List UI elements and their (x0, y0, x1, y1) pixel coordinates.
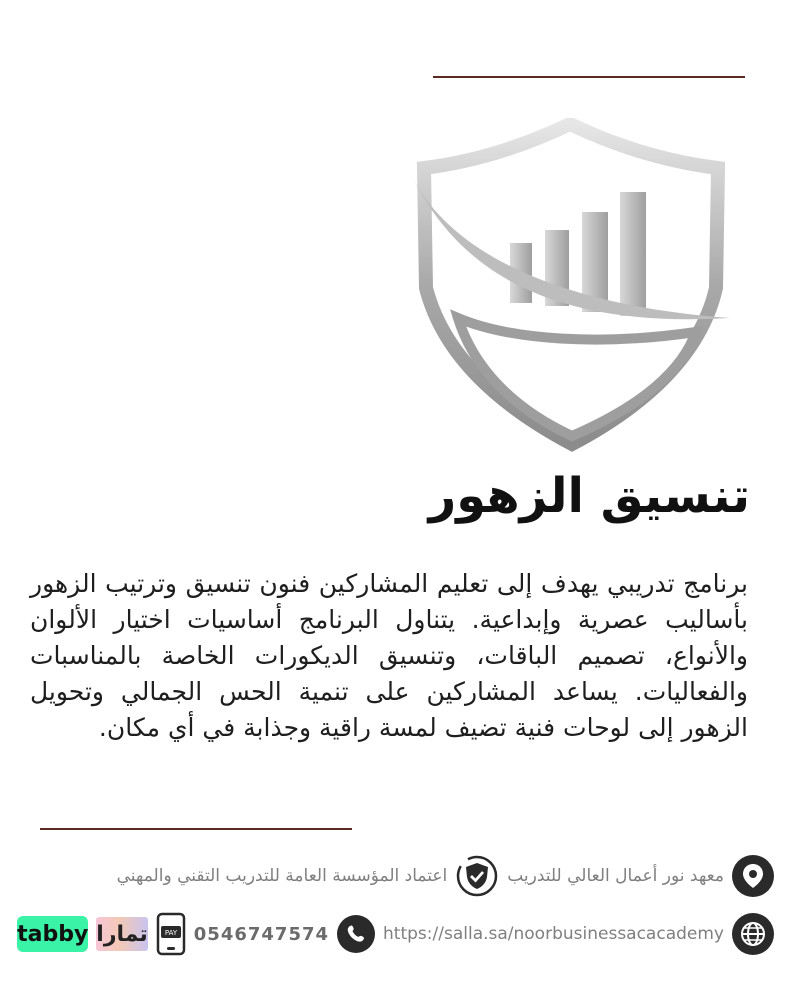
pay-label: PAY (164, 929, 177, 937)
page-title: تنسيق الزهور (428, 468, 750, 524)
tamara-payment-badge: تمارا (96, 917, 147, 951)
shield-chart-logo (400, 118, 740, 453)
program-description: برنامج تدريبي يهدف إلى تعليم المشاركين فنون تنسيق وترتيب الزهور بأساليب عصرية وإبداعية. يتناول البرنامج أساسيات اختيار الألوان والأنواع، تصميم الباقات، وتنسيق الديكورات الخاصة بالمناسبات والفعاليات. يساعد المشاركين على تنمية الحس الجمالي وتحويل الزهور إلى لوحات فنية تضيف لمسة راقية وجذابة في أي مكان. (30, 569, 748, 742)
website-link[interactable]: https://salla.sa/noorbusinessacacademy (383, 924, 724, 944)
tabby-payment-badge: tabby (17, 916, 88, 952)
location-pin-icon (732, 855, 774, 897)
phone-number[interactable]: 0546747574 (193, 923, 330, 945)
accreditation-badge-icon (455, 854, 499, 898)
accreditation-text: اعتماد المؤسسة العامة للتدريب التقني والمهني (116, 866, 448, 886)
globe-icon (732, 913, 774, 955)
top-divider (433, 76, 745, 78)
chart-bar (620, 192, 646, 316)
info-row-contact (17, 912, 774, 956)
mobile-pay-icon (156, 912, 186, 956)
info-row-institute (30, 854, 774, 898)
bottom-divider (40, 828, 352, 830)
whatsapp-icon[interactable] (337, 915, 375, 953)
institute-name: معهد نور أعمال العالي للتدريب (507, 866, 724, 886)
